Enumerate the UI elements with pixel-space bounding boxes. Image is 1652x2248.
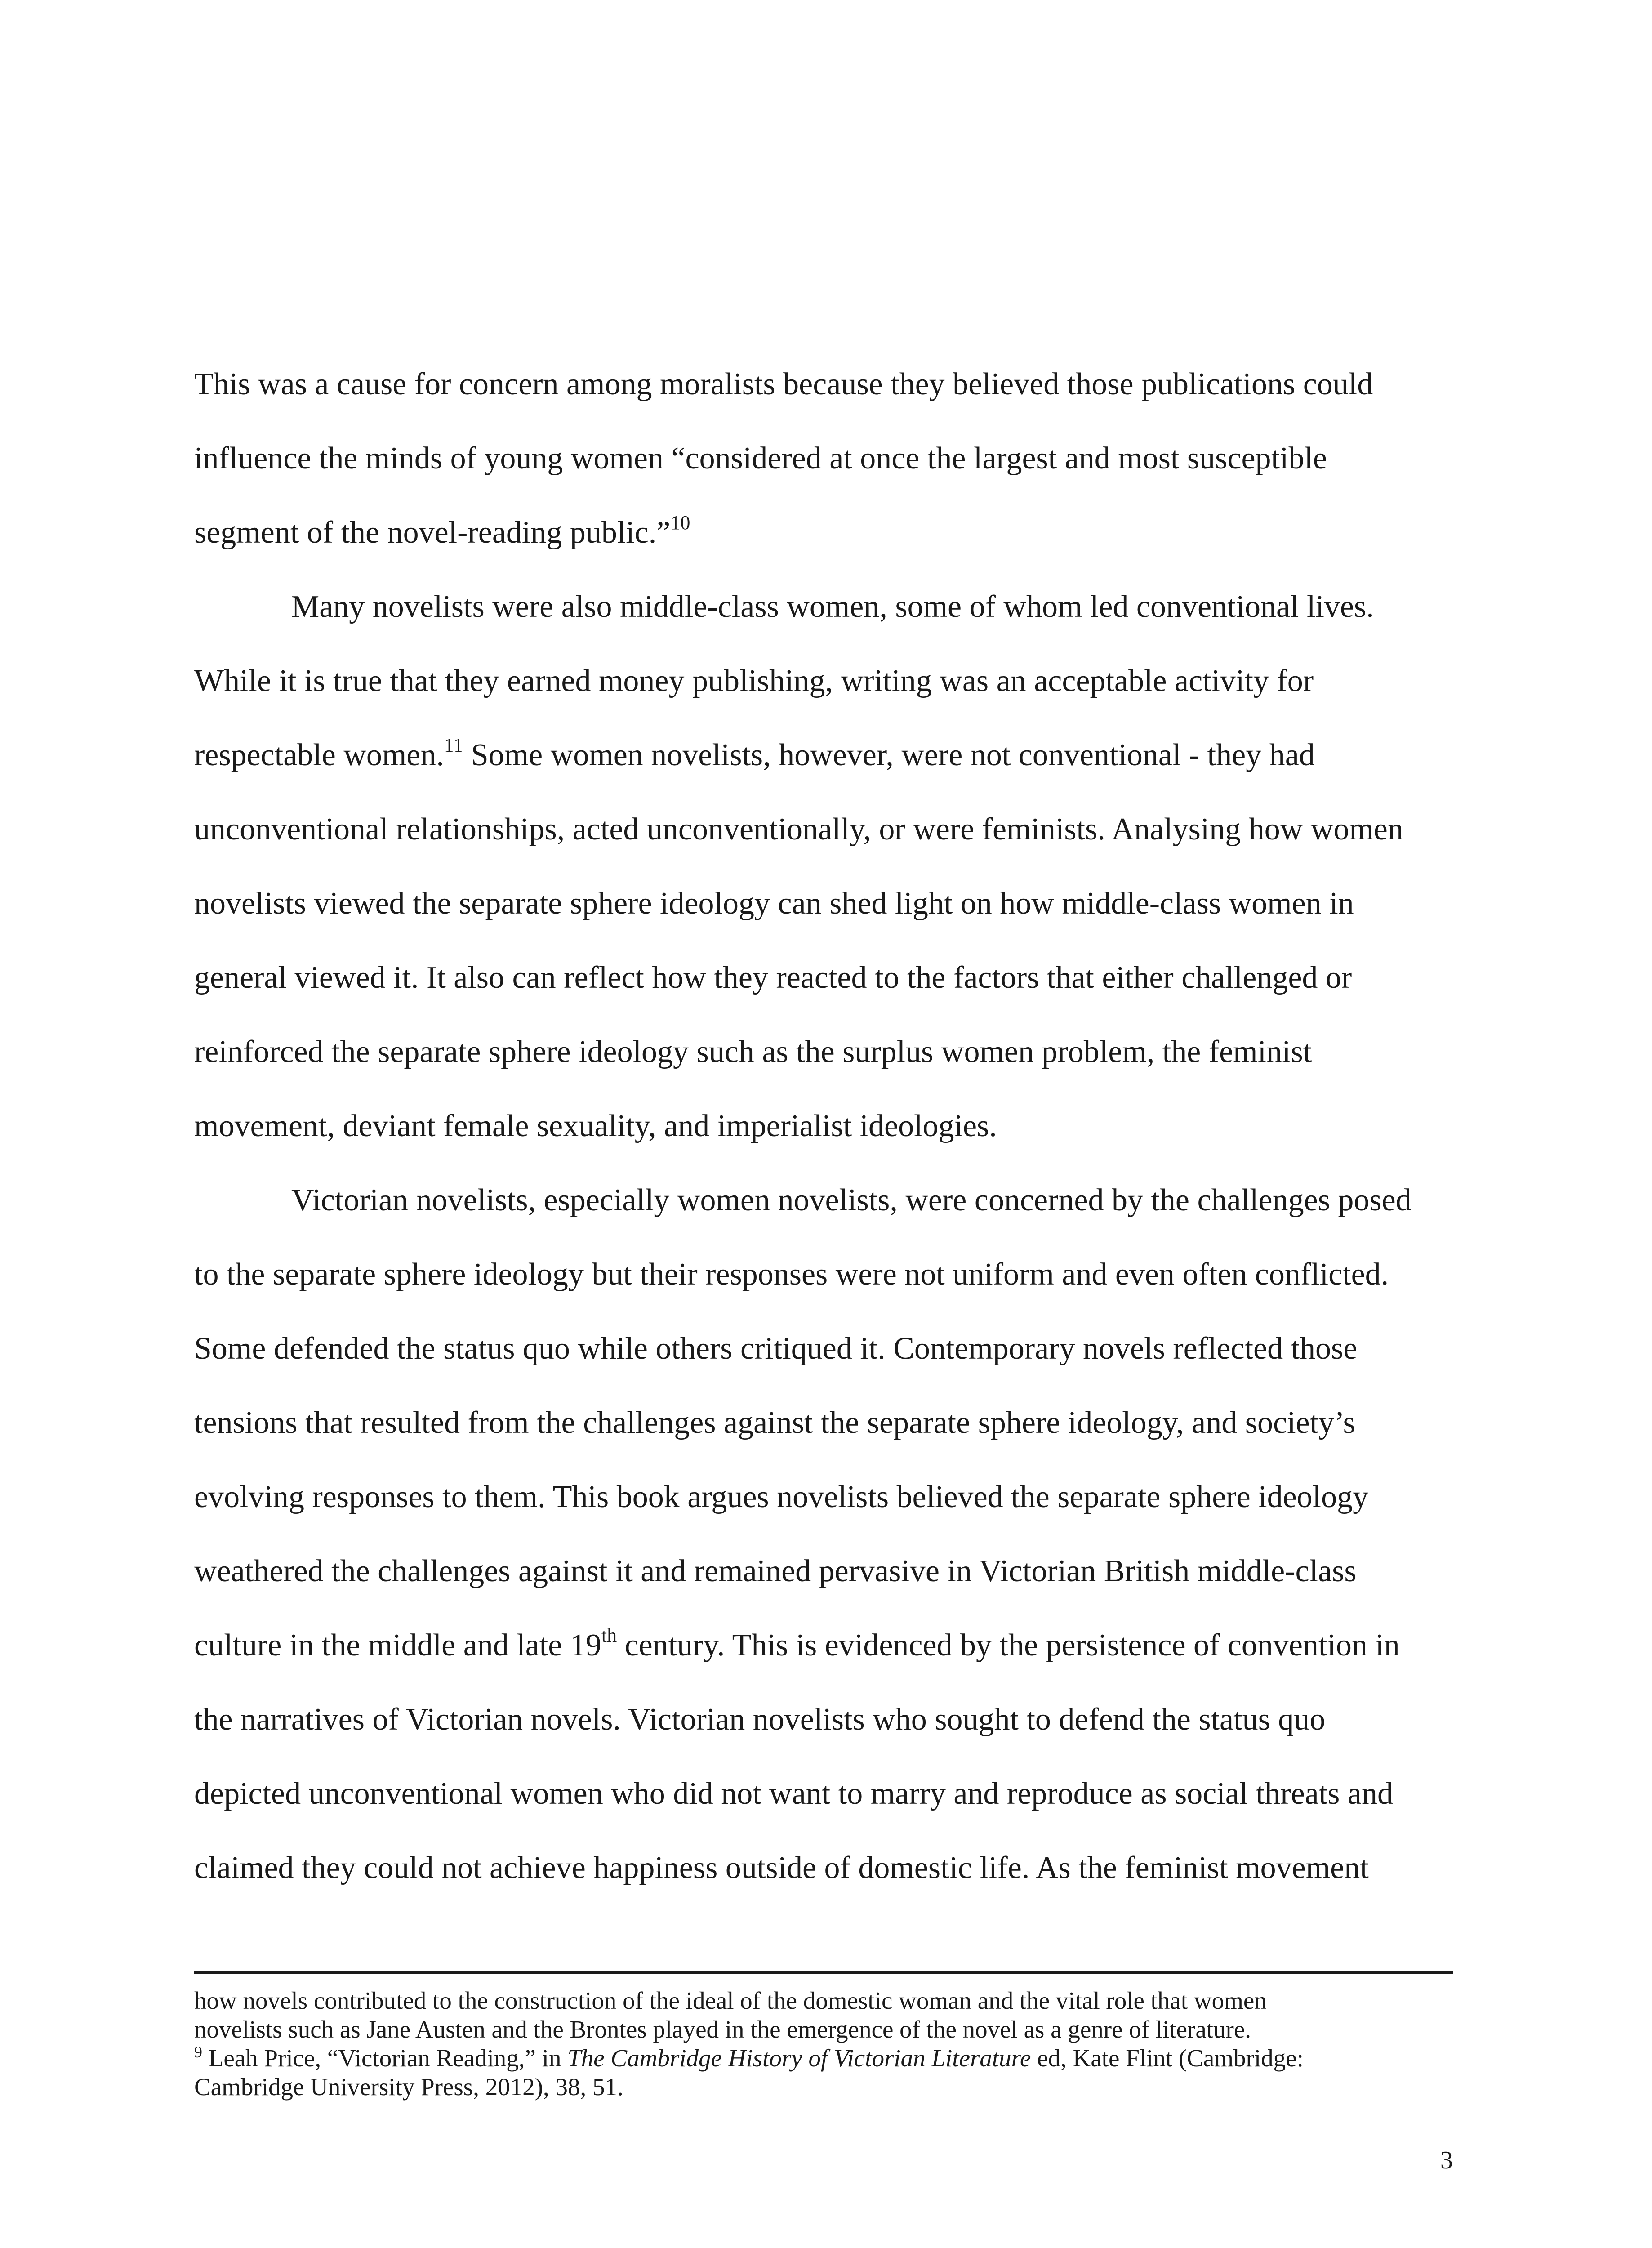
body-line: unconventional relationships, acted unconventionally, or were feminists. Analysing how women (194, 812, 1403, 847)
body-line: movement, deviant female sexuality, and imperialist ideologies. (194, 1109, 997, 1143)
body-line: novelists viewed the separate sphere ideology can shed light on how middle-class women in (194, 886, 1354, 921)
body-line: respectable women.$^{11}$ Some women novelists, however, were not conventional - they had (194, 734, 1315, 772)
footnote-separator (194, 1971, 1453, 1974)
footnote-9: $^9$ Leah Price, “Victorian Reading,” in The Cambridge History of Victorian Literature ed, Kate Flint (Cambridge: (194, 2043, 1304, 2072)
footnote-line: how novels contributed to the construction of the ideal of the domestic woman and the vital role that women (194, 1987, 1267, 2014)
body-line: general viewed it. It also can reflect how they reacted to the factors that either challenged or (194, 960, 1352, 995)
body-line: influence the minds of young women “considered at once the largest and most susceptible (194, 441, 1327, 476)
footnote-ref-11: 11 (444, 734, 463, 756)
body-line: Some defended the status quo while others critiqued it. Contemporary novels reflected those (194, 1331, 1358, 1366)
body-line: reinforced the separate sphere ideology such as the surplus women problem, the feminist (194, 1035, 1312, 1069)
body-line: This was a cause for concern among moralists because they believed those publications could (194, 367, 1373, 401)
body-line: While it is true that they earned money publishing, writing was an acceptable activity for (194, 664, 1314, 698)
body-line: depicted unconventional women who did not want to marry and reproduce as social threats and (194, 1776, 1393, 1811)
body-line: evolving responses to them. This book argues novelists believed the separate sphere ideology (194, 1480, 1369, 1514)
book-title: The Cambridge History of Victorian Literature (567, 2044, 1031, 2072)
footnote-line: novelists such as Jane Austen and the Brontes played in the emergence of the novel as a genre of literature. (194, 2016, 1251, 2043)
footnote-line: Cambridge University Press, 2012), 38, 51. (194, 2073, 623, 2101)
body-line: culture in the middle and late 19th century. This is evidenced by the persistence of convention in (194, 1624, 1400, 1663)
body-line: claimed they could not achieve happiness outside of domestic life. As the feminist movement (194, 1851, 1369, 1885)
body-line: Victorian novelists, especially women novelists, were concerned by the challenges posed (291, 1183, 1412, 1218)
body-line: Many novelists were also middle-class women, some of whom led conventional lives. (291, 589, 1374, 624)
superscript-th: th (601, 1624, 617, 1646)
body-line: segment of the novel-reading public.”$^{10}$ (194, 512, 690, 550)
footnote-ref-10: 10 (670, 512, 690, 534)
page-number: 3 (1440, 2146, 1453, 2174)
body-line: weathered the challenges against it and remained pervasive in Victorian British middle-class (194, 1554, 1357, 1588)
body-line: the narratives of Victorian novels. Victorian novelists who sought to defend the status quo (194, 1702, 1326, 1737)
body-line: tensions that resulted from the challenges against the separate sphere ideology, and society’s (194, 1405, 1355, 1440)
footnote-marker-9: 9 (194, 2043, 202, 2061)
body-line: to the separate sphere ideology but their responses were not uniform and even often conflicted. (194, 1257, 1389, 1292)
